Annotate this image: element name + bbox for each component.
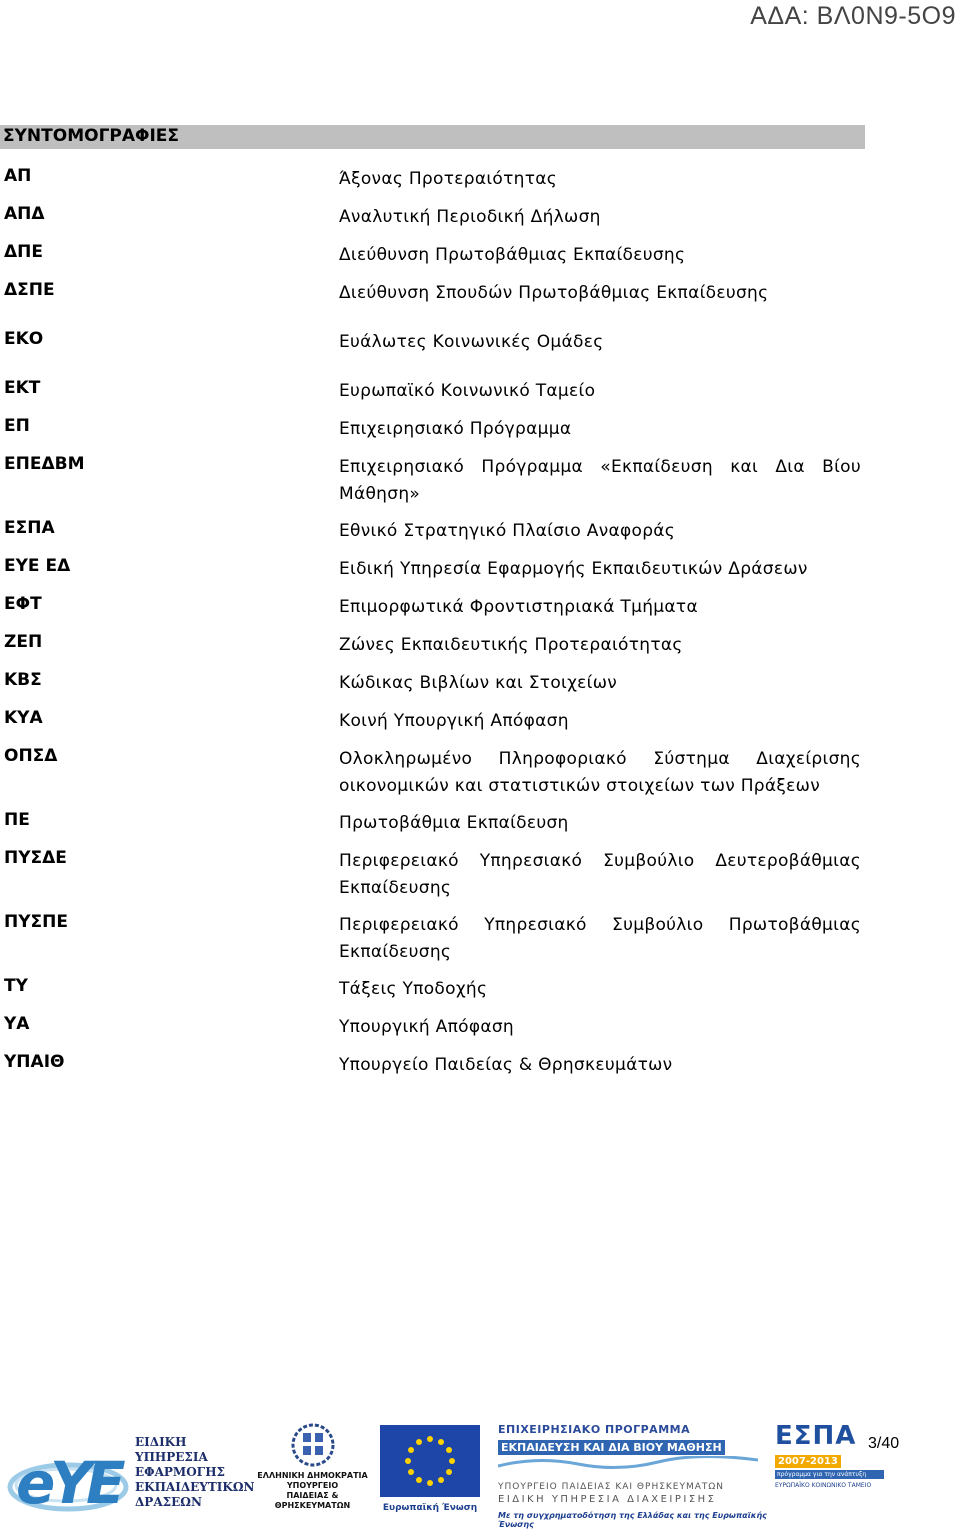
abbreviation-meaning: Επιμορφωτικά Φροντιστηριακά Τμήματα xyxy=(339,597,698,617)
abbreviation-meaning: Αναλυτική Περιοδική Δήλωση xyxy=(339,207,601,227)
abbreviation: ΠΥΣΠΕ xyxy=(4,912,68,932)
hellenic-republic-logo: ΕΛΛΗΝΙΚΗ ΔΗΜΟΚΡΑΤΙΑ ΥΠΟΥΡΓΕΙΟ ΠΑΙΔΕΙΑΣ & ΘΡΗΣΚΕΥΜΑΤΩΝ xyxy=(250,1421,375,1511)
eu-logo: Ευρωπαϊκή Ένωση xyxy=(380,1425,480,1513)
svg-text:E: E xyxy=(86,1449,126,1517)
espa-logo: ΕΣΠΑ 2007-2013 πρόγραμμα για την ανάπτυξη ΕΥΡΩΠΑΪΚΟ ΚΟΙΝΩΝΙΚΟ ΤΑΜΕΙΟ xyxy=(775,1423,890,1489)
abbreviation: ΑΠΔ xyxy=(4,204,45,224)
abbreviation: ΚΒΣ xyxy=(4,670,42,690)
abbreviation-meaning: Επιχειρησιακό Πρόγραμμα xyxy=(339,419,572,439)
abbreviation: ΕΚΟ xyxy=(4,329,44,349)
abbreviation: ΖΕΠ xyxy=(4,632,43,652)
abbreviation-meaning: Περιφερειακό Υπηρεσιακό Συμβούλιο Δευτεροβάθμιας Εκπαίδευσης xyxy=(339,851,861,898)
ada-code: ΑΔΑ: ΒΛ0Ν9-5Ο9 xyxy=(750,2,956,30)
abbreviation-meaning: Ευρωπαϊκό Κοινωνικό Ταμείο xyxy=(339,381,596,401)
abbreviation-meaning: Κοινή Υπουργική Απόφαση xyxy=(339,711,569,731)
section-heading-bar xyxy=(0,125,865,149)
abbreviation-meaning: Επιχειρησιακό Πρόγραμμα «Εκπαίδευση και Δια Βίου Μάθηση» xyxy=(339,457,861,504)
abbreviation: ΥΑ xyxy=(4,1014,30,1034)
abbreviation: ΑΠ xyxy=(4,166,32,186)
eu-flag-icon xyxy=(380,1425,480,1497)
abbreviation-meaning: Περιφερειακό Υπηρεσιακό Συμβούλιο Πρωτοβάθμιας Εκπαίδευσης xyxy=(339,915,861,962)
abbreviation-meaning: Διεύθυνση Σπουδών Πρωτοβάθμιας Εκπαίδευσης xyxy=(339,283,769,303)
abbreviation: ΕΦΤ xyxy=(4,594,42,614)
abbreviation: ΕΠ xyxy=(4,416,30,436)
abbreviation-meaning: Ζώνες Εκπαιδευτικής Προτεραιότητας xyxy=(339,635,683,655)
abbreviation-meaning: Ολοκληρωμένο Πληροφοριακό Σύστημα Διαχείρισης οικονομικών και στατιστικών στοιχείων των Πράξεων xyxy=(339,749,861,796)
abbreviation: ΔΣΠΕ xyxy=(4,280,55,300)
abbreviation-meaning: Ευάλωτες Κοινωνικές Ομάδες xyxy=(339,332,604,352)
eye-logo-text: ΕΙΔΙΚΗ ΥΠΗΡΕΣΙΑ ΕΦΑΡΜΟΓΗΣ ΕΚΠΑΙΔΕΥΤΙΚΩΝ ΔΡΑΣΕΩΝ xyxy=(135,1435,255,1509)
abbreviation: ΔΠΕ xyxy=(4,242,43,262)
svg-text:Y: Y xyxy=(50,1449,92,1517)
abbreviation-meaning: Κώδικας Βιβλίων και Στοιχείων xyxy=(339,673,618,693)
abbreviation: ΕΠΕΔΒΜ xyxy=(4,454,85,474)
abbreviation-meaning: Άξονας Προτεραιότητας xyxy=(339,169,558,189)
abbreviation: ΕΣΠΑ xyxy=(4,518,55,538)
abbreviation: ΟΠΣΔ xyxy=(4,746,58,766)
eye-logo-icon xyxy=(6,1425,131,1520)
wave-icon xyxy=(498,1456,758,1470)
abbreviation: ΥΠΑΙΘ xyxy=(4,1052,65,1072)
abbreviation-meaning: Υπουργική Απόφαση xyxy=(339,1017,514,1037)
footer-logos xyxy=(0,1405,960,1530)
abbreviation: ΕΚΤ xyxy=(4,378,41,398)
abbreviation: ΚΥΑ xyxy=(4,708,43,728)
page-number: 3/40 xyxy=(868,1435,900,1452)
section-title: ΣΥΝΤΟΜΟΓΡΑΦΙΕΣ xyxy=(3,126,180,146)
greek-emblem-icon xyxy=(287,1421,339,1467)
abbreviation-meaning: Ειδική Υπηρεσία Εφαρμογής Εκπαιδευτικών Δράσεων xyxy=(339,559,808,579)
abbreviation-meaning: Διεύθυνση Πρωτοβάθμιας Εκπαίδευσης xyxy=(339,245,686,265)
abbreviation-meaning: Τάξεις Υποδοχής xyxy=(339,979,488,999)
abbreviation: ΤΥ xyxy=(4,976,28,996)
svg-text:e: e xyxy=(16,1449,56,1517)
abbreviation: ΠΕ xyxy=(4,810,30,830)
abbreviation-meaning: Πρωτοβάθμια Εκπαίδευση xyxy=(339,813,569,833)
abbreviation-meaning: Υπουργείο Παιδείας & Θρησκευμάτων xyxy=(339,1055,673,1075)
abbreviation: ΕΥΕ ΕΔ xyxy=(4,556,71,576)
operational-programme-logo: ΕΠΙΧΕΙΡΗΣΙΑΚΟ ΠΡΟΓΡΑΜΜΑ ΕΚΠΑΙΔΕΥΣΗ ΚΑΙ ΔΙΑ ΒΙΟΥ ΜΑΘΗΣΗ ΥΠΟΥΡΓΕΙΟ ΠΑΙΔΕΙΑΣ ΚΑΙ ΘΡΗΣΚΕΥΜΑΤΩΝ ΕΙΔΙΚΗ ΥΠΗΡΕΣΙΑ ΔΙΑΧΕΙΡΙΣΗΣ Με τη συγχρηματοδότηση της Ελλάδας και της Ευρωπαϊκής Ένωσης xyxy=(498,1423,767,1529)
abbreviation-meaning: Εθνικό Στρατηγικό Πλαίσιο Αναφοράς xyxy=(339,521,676,541)
abbreviation: ΠΥΣΔΕ xyxy=(4,848,67,868)
